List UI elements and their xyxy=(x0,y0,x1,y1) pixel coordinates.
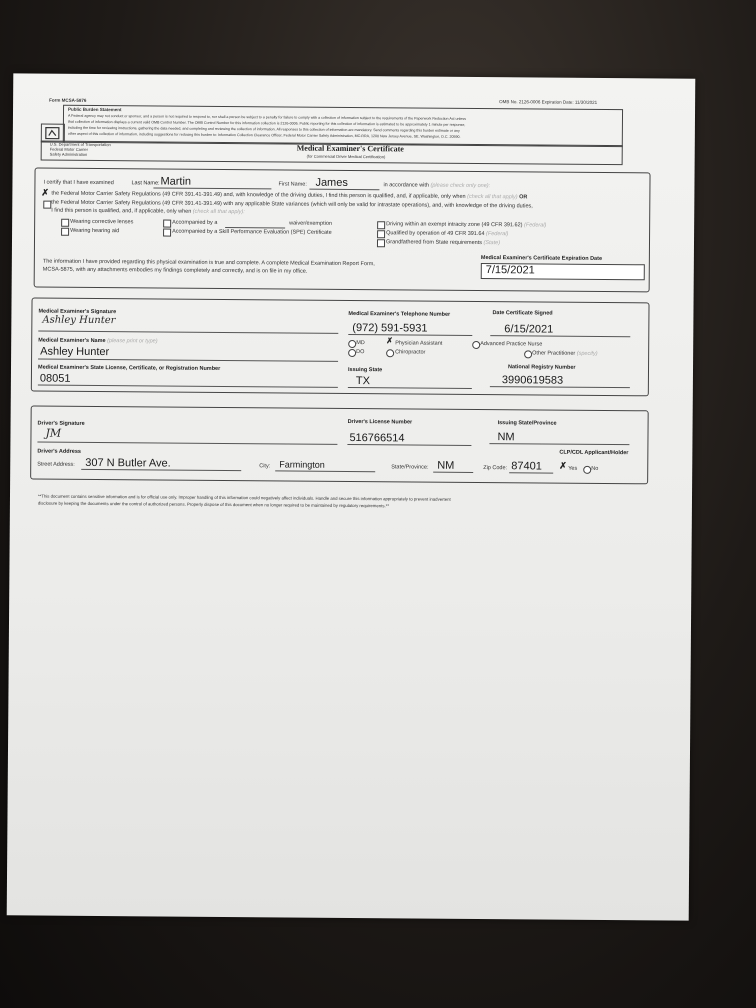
state-label: State/Province: xyxy=(391,464,429,471)
chiropractor-label: Chiropractor xyxy=(395,349,426,356)
grandfathered-checkbox[interactable] xyxy=(377,239,385,247)
zip: 87401 xyxy=(511,460,542,473)
hearing-aid-checkbox[interactable] xyxy=(61,228,69,236)
statement-line: The information I have provided regarding this physical examination is true and complete. A complete Medical Examination Report Form, xyxy=(42,258,375,268)
first-name-label: First Name: xyxy=(278,181,307,188)
issuing-state: TX xyxy=(355,375,371,388)
issuing-state-label: Issuing State xyxy=(347,366,383,374)
cdl-label: CLP/CDL Applicant/Holder xyxy=(559,449,629,457)
option2b-text: I find this person is qualified, and, if applicable, only when (check all that apply): xyxy=(51,207,245,216)
accompanied-by-label: Accompanied by a xyxy=(172,219,218,226)
spe-label: Accompanied by a Skill Performance Evaluation (SPE) Certificate xyxy=(172,228,332,236)
option1-check-mark[interactable]: ✗ xyxy=(41,187,49,198)
exempt-zone-label: Driving within an exempt intracity zone (49 CFR 391.62) (Federal) xyxy=(386,221,547,229)
examiner-phone: (972) 591-5931 xyxy=(352,322,428,335)
license-label: Medical Examiner's State License, Certificate, or Registration Number xyxy=(37,364,221,372)
expiration-date: 7/15/2021 xyxy=(485,264,535,277)
agency-line: Safety Administration xyxy=(49,151,88,157)
driver-license-label: Driver's License Number xyxy=(347,418,413,426)
statement-line: MCSA-5875, with any attachments embodies my findings completely and correctly, and is on file in my office. xyxy=(42,266,308,275)
driver-section xyxy=(30,405,649,484)
state: NM xyxy=(437,459,455,472)
other-label: Other Practitioner (specify) xyxy=(532,350,598,357)
last-name-value: Martin xyxy=(160,175,192,188)
apn-label: Advanced Practice Nurse xyxy=(480,341,543,348)
burden-title: Public Burden Statement xyxy=(68,106,122,113)
cdl-yes-label: Yes xyxy=(568,465,578,472)
license-number: 08051 xyxy=(39,372,71,385)
examiner-section xyxy=(31,297,650,396)
date-signed: 6/15/2021 xyxy=(504,323,554,336)
spe-checkbox[interactable] xyxy=(163,229,171,237)
do-radio[interactable] xyxy=(348,349,356,357)
cdl-no-label: No xyxy=(591,465,599,472)
expiration-field[interactable] xyxy=(481,263,645,280)
do-label: DO xyxy=(356,349,365,356)
title-strip xyxy=(41,141,623,166)
driver-issuing-label: Issuing State/Province xyxy=(497,420,557,427)
driver-signature-label: Driver's Signature xyxy=(37,420,85,427)
date-signed-label: Date Certificate Signed xyxy=(492,310,553,317)
examiner-signature: Ashley Hunter xyxy=(42,314,116,327)
examiner-name-label: Medical Examiner's Name (please print or type) xyxy=(38,337,158,345)
driver-issuing: NM xyxy=(497,431,515,444)
md-label: MD xyxy=(356,340,365,347)
street-address: 307 N Butler Ave. xyxy=(85,456,171,470)
cdl-yes-mark[interactable]: ✗ xyxy=(559,460,567,471)
accordance-text: in accordance with (please check only one): xyxy=(383,182,491,190)
cdl-no-radio[interactable] xyxy=(583,466,591,474)
city-label: City: xyxy=(259,463,271,470)
last-name-label: Last Name: xyxy=(131,180,160,187)
other-radio[interactable] xyxy=(524,350,532,358)
certify-intro: I certify that I have examined xyxy=(43,179,114,187)
option2-checkbox[interactable] xyxy=(43,201,51,209)
driver-address-label: Driver's Address xyxy=(37,448,81,455)
pa-check-mark[interactable]: ✗ xyxy=(386,336,393,346)
exempt-zone-checkbox[interactable] xyxy=(377,221,385,229)
qualified-by-label: Qualified by operation of 49 CFR 391.64 (Federal) xyxy=(386,230,509,238)
waiver-checkbox[interactable] xyxy=(163,220,171,228)
waiver-label: waiver/exemption xyxy=(289,220,332,227)
city: Farmington xyxy=(279,459,325,470)
examiner-name: Ashley Hunter xyxy=(40,345,110,359)
form-number: Form MCSA-5876 xyxy=(49,97,87,103)
apn-radio[interactable] xyxy=(472,341,480,349)
grandfathered-label: Grandfathered from State requirements (State) xyxy=(385,239,501,247)
burden-line: other aspect of this collection of information, including suggestions for reducing this burden to: Information Collection Clearance Officer, Federal Motor Carrier Safety Administration, MC-RRA, 1200 New Jersey Avenue, SE, Washington, D.C. 20590. xyxy=(67,131,461,139)
certificate-paper xyxy=(7,73,696,920)
burden-line: including the time for reviewing instructions, gathering the data needed, and completing and reviewing the collection of information. All responses to this collection of information are mandatory. Send comments regarding this burden estimate or any xyxy=(67,125,460,133)
examiner-signature-label: Medical Examiner's Signature xyxy=(38,308,117,316)
hearing-aid-label: Wearing hearing aid xyxy=(70,227,120,235)
agency-line: U.S. Department of Transportation xyxy=(49,141,111,148)
agency-line: Federal Motor Carrier xyxy=(49,146,88,152)
certification-section xyxy=(34,168,651,293)
corrective-lenses-checkbox[interactable] xyxy=(61,219,69,227)
zip-label: Zip Code: xyxy=(483,465,508,472)
driver-signature: JM xyxy=(45,426,62,440)
corrective-lenses-label: Wearing corrective lenses xyxy=(70,218,134,226)
burden-line: that collection of information displays a current valid OMB Control Number. The OMB Control Number for this information collection is 2126-0006. Public reporting for this collection of information is estimated to be approximately 1 minute per response, xyxy=(67,119,466,127)
driver-license: 516766514 xyxy=(349,431,405,445)
pa-label: Physician Assistant xyxy=(395,340,443,347)
registry-label: National Registry Number xyxy=(508,364,576,371)
qualified-by-checkbox[interactable] xyxy=(377,230,385,238)
examiner-phone-label: Medical Examiner's Telephone Number xyxy=(348,310,451,318)
omb-number: OMB No. 2126-0006 Expiration Date: 11/30/2021 xyxy=(499,99,598,105)
option2-text: the Federal Motor Carrier Safety Regulations (49 CFR 391.41-391.49) with any applicable State variances (which will only be valid for intrastate operations), and, with knowledge of the driving duties, xyxy=(51,199,533,210)
burden-line: A Federal agency may not conduct or sponsor, and a person is not required to respond to, nor shall a person be subject to a penalty for failure to comply with a collection of information subject to the requirements of the Paperwork Reduction Act unless xyxy=(67,113,466,121)
first-name-value: James xyxy=(315,176,348,189)
page-title: Medical Examiner's Certificate xyxy=(296,143,404,154)
expiration-label: Medical Examiner's Certificate Expiration Date xyxy=(480,255,603,262)
option1-text: the Federal Motor Carrier Safety Regulations (49 CFR 391.41-391.49) and, with knowledge of the driving duties, I find this person is qualified, and, if applicable, only when (check all that apply) OR xyxy=(51,190,528,201)
footer-line: **This document contains sensitive information and is for official use only. Improper handling of this information could negatively affect individuals. Handle and secure this information appropriately to prevent inadvertent xyxy=(37,493,451,502)
page-subtitle: (for Commercial Driver Medical Certification) xyxy=(306,153,386,160)
street-label: Street Address: xyxy=(37,461,75,468)
chiropractor-radio[interactable] xyxy=(386,349,394,357)
md-radio[interactable] xyxy=(348,340,356,348)
registry-number: 3990619583 xyxy=(501,374,564,387)
footer-line: disclosure by keeping the documents under the control of authorized persons. Properly dispose of this document when no longer required to be maintained by regulatory requirements.** xyxy=(37,500,390,509)
